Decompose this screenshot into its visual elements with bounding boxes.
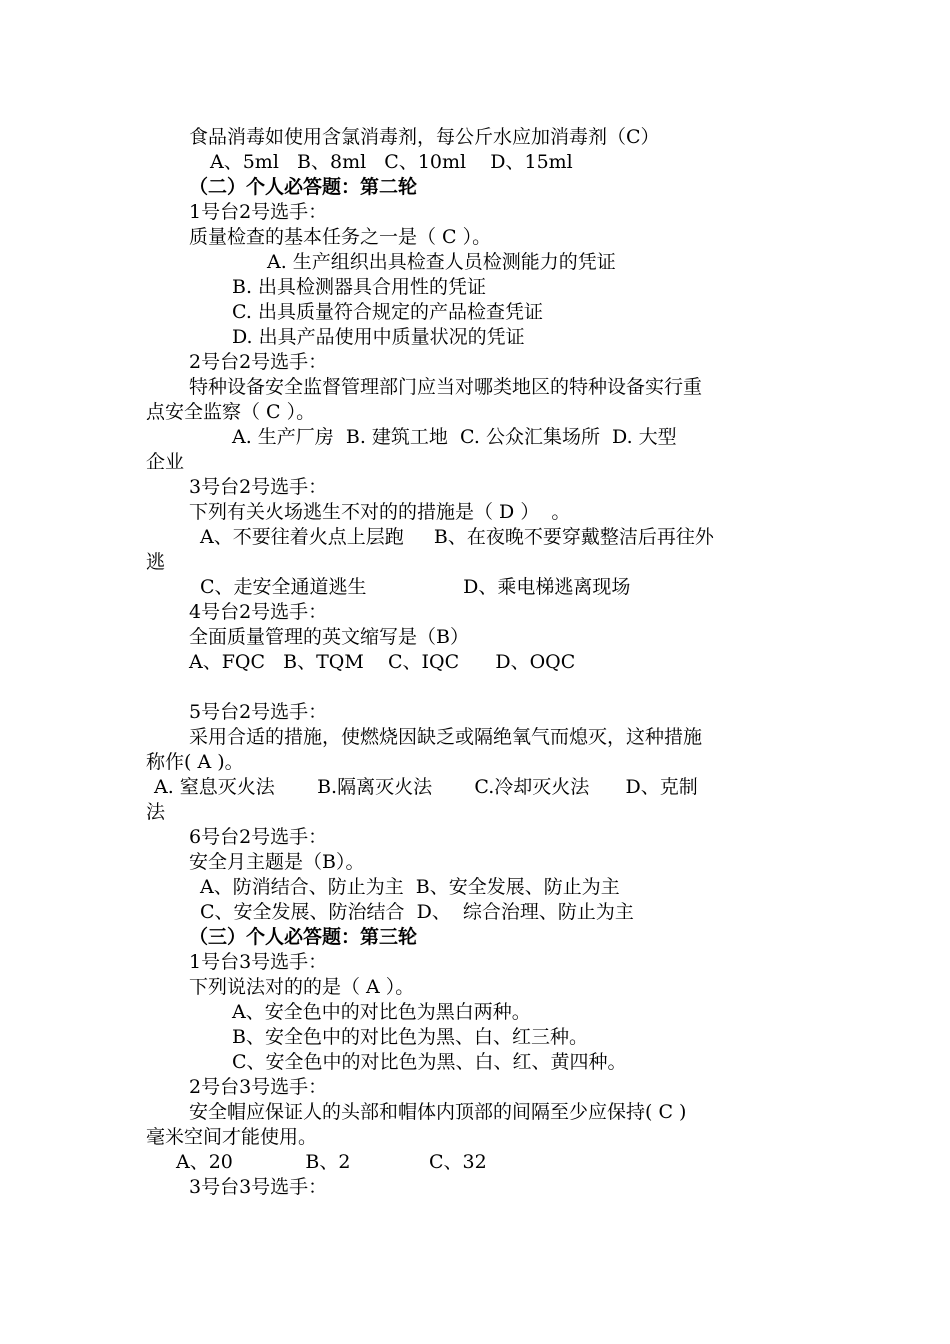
question-text: 毫米空间才能使用。 <box>146 1126 318 1148</box>
question-text: 食品消毒如使用含氯消毒剂，每公斤水应加消毒剂（C） <box>189 126 660 148</box>
answer-option: A、安全色中的对比色为黑白两种。 <box>232 1001 531 1023</box>
contestant-label: 1号台2号选手： <box>189 201 328 223</box>
answer-option: A. 生产组织出具检查人员检测能力的凭证 <box>267 251 616 273</box>
question-text: 下列有关火场逃生不对的的措施是（ D ） 。 <box>189 501 571 523</box>
contestant-label: 1号台3号选手： <box>189 951 328 973</box>
question-text: 点安全监察（ C ）。 <box>146 401 316 423</box>
section-heading: （二）个人必答题：第二轮 <box>189 176 418 198</box>
question-text: 特种设备安全监督管理部门应当对哪类地区的特种设备实行重 <box>189 376 703 398</box>
answer-options: C、走安全通道逃生 D、乘电梯逃离现场 <box>200 576 631 598</box>
question-text: 安全帽应保证人的头部和帽体内顶部的间隔至少应保持( C ) <box>189 1101 687 1123</box>
question-text: 全面质量管理的英文缩写是（B） <box>189 626 469 648</box>
question-text: 称作( A )。 <box>146 751 244 773</box>
answer-options: A. 生产厂房 B. 建筑工地 C. 公众汇集场所 D. 大型 <box>232 426 677 448</box>
answer-option: D. 出具产品使用中质量状况的凭证 <box>232 326 525 348</box>
contestant-label: 3号台3号选手： <box>189 1176 328 1198</box>
question-text: 下列说法对的的是（ A ）。 <box>189 976 415 998</box>
answer-option: B. 出具检测器具合用性的凭证 <box>232 276 487 298</box>
contestant-label: 2号台2号选手： <box>189 351 328 373</box>
answer-options: C、安全发展、防治结合 D、 综合治理、防止为主 <box>200 901 634 923</box>
answer-options: A、FQC B、TQM C、IQC D、OQC <box>189 651 576 673</box>
answer-options: A、5ml B、8ml C、10ml D、15ml <box>210 151 573 173</box>
contestant-label: 2号台3号选手： <box>189 1076 328 1098</box>
answer-options: A、防消结合、防止为主 B、安全发展、防止为主 <box>200 876 620 898</box>
contestant-label: 5号台2号选手： <box>189 701 328 723</box>
answer-options: A、20 B、2 C、32 <box>176 1151 487 1173</box>
contestant-label: 6号台2号选手： <box>189 826 328 848</box>
section-heading: （三）个人必答题：第三轮 <box>189 926 418 948</box>
question-text: 采用合适的措施，使燃烧因缺乏或隔绝氧气而熄灭，这种措施 <box>189 726 703 748</box>
contestant-label: 3号台2号选手： <box>189 476 328 498</box>
question-text: 安全月主题是（B）。 <box>189 851 365 873</box>
answer-options: 企业 <box>146 451 185 473</box>
answer-options: A. 窒息灭火法 B.隔离灭火法 C.冷却灭火法 D、克制 <box>154 776 698 798</box>
answer-option: C. 出具质量符合规定的产品检查凭证 <box>232 301 543 323</box>
contestant-label: 4号台2号选手： <box>189 601 328 623</box>
answer-option: C、安全色中的对比色为黑、白、红、黄四种。 <box>232 1051 627 1073</box>
answer-options: 逃 <box>146 551 166 573</box>
question-text: 质量检查的基本任务之一是（ C ）。 <box>189 226 492 248</box>
answer-options: A、不要往着火点上层跑 B、在夜晚不要穿戴整洁后再往外 <box>200 526 714 548</box>
answer-option: B、安全色中的对比色为黑、白、红三种。 <box>232 1026 588 1048</box>
answer-options: 法 <box>146 801 166 823</box>
